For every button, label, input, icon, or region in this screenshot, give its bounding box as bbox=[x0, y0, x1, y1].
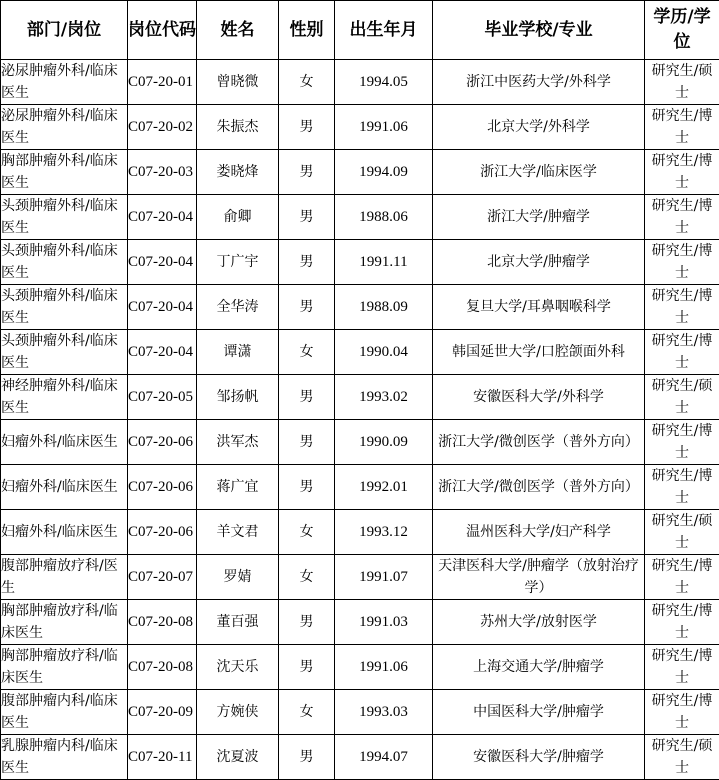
name-cell: 方婉侠 bbox=[197, 690, 279, 735]
birth-cell: 1991.03 bbox=[335, 600, 433, 645]
header-birth: 出生年月 bbox=[335, 1, 433, 60]
birth-cell: 1990.09 bbox=[335, 420, 433, 465]
degree-cell: 研究生/博士 bbox=[645, 330, 719, 375]
gender-cell: 男 bbox=[279, 465, 335, 510]
gender-cell: 男 bbox=[279, 195, 335, 240]
code-cell: C07-20-06 bbox=[128, 465, 197, 510]
code-cell: C07-20-06 bbox=[128, 420, 197, 465]
table-row bbox=[1, 600, 719, 645]
code-cell: C07-20-04 bbox=[128, 330, 197, 375]
code-cell: C07-20-09 bbox=[128, 690, 197, 735]
header-dept: 部门/岗位 bbox=[1, 1, 128, 60]
table-row bbox=[1, 465, 719, 510]
birth-cell: 1991.11 bbox=[335, 240, 433, 285]
name-cell: 洪军杰 bbox=[197, 420, 279, 465]
header-school: 毕业学校/专业 bbox=[433, 1, 645, 60]
birth-cell: 1992.01 bbox=[335, 465, 433, 510]
gender-cell: 男 bbox=[279, 240, 335, 285]
gender-cell: 男 bbox=[279, 735, 335, 780]
gender-cell: 男 bbox=[279, 375, 335, 420]
school-cell: 中国医科大学/肿瘤学 bbox=[433, 690, 645, 735]
birth-cell: 1993.03 bbox=[335, 690, 433, 735]
header-degree: 学历/学位 bbox=[645, 1, 719, 60]
birth-cell: 1993.12 bbox=[335, 510, 433, 555]
name-cell: 曾晓微 bbox=[197, 60, 279, 105]
dept-cell: 腹部肿瘤内科/临床医生 bbox=[1, 690, 128, 735]
table-row bbox=[1, 195, 719, 240]
name-cell: 娄晓烽 bbox=[197, 150, 279, 195]
school-cell: 天津医科大学/肿瘤学（放射治疗学） bbox=[433, 555, 645, 600]
code-cell: C07-20-11 bbox=[128, 735, 197, 780]
name-cell: 朱振杰 bbox=[197, 105, 279, 150]
birth-cell: 1993.02 bbox=[335, 375, 433, 420]
degree-cell: 研究生/博士 bbox=[645, 465, 719, 510]
birth-cell: 1991.06 bbox=[335, 105, 433, 150]
gender-cell: 女 bbox=[279, 510, 335, 555]
header-row bbox=[1, 1, 719, 60]
table-row bbox=[1, 375, 719, 420]
dept-cell: 乳腺肿瘤内科/临床医生 bbox=[1, 735, 128, 780]
code-cell: C07-20-06 bbox=[128, 510, 197, 555]
table-row bbox=[1, 690, 719, 735]
name-cell: 丁广宇 bbox=[197, 240, 279, 285]
birth-cell: 1988.06 bbox=[335, 195, 433, 240]
degree-cell: 研究生/博士 bbox=[645, 690, 719, 735]
dept-cell: 头颈肿瘤外科/临床医生 bbox=[1, 195, 128, 240]
name-cell: 羊文君 bbox=[197, 510, 279, 555]
gender-cell: 男 bbox=[279, 105, 335, 150]
dept-cell: 神经肿瘤外科/临床医生 bbox=[1, 375, 128, 420]
gender-cell: 女 bbox=[279, 690, 335, 735]
name-cell: 邹扬帆 bbox=[197, 375, 279, 420]
degree-cell: 研究生/硕士 bbox=[645, 510, 719, 555]
table-row bbox=[1, 735, 719, 780]
name-cell: 全华涛 bbox=[197, 285, 279, 330]
gender-cell: 男 bbox=[279, 600, 335, 645]
birth-cell: 1994.09 bbox=[335, 150, 433, 195]
table-row bbox=[1, 240, 719, 285]
table-row bbox=[1, 645, 719, 690]
school-cell: 浙江大学/肿瘤学 bbox=[433, 195, 645, 240]
name-cell: 董百强 bbox=[197, 600, 279, 645]
dept-cell: 妇瘤外科/临床医生 bbox=[1, 510, 128, 555]
school-cell: 浙江大学/微创医学（普外方向） bbox=[433, 465, 645, 510]
table-row bbox=[1, 60, 719, 105]
code-cell: C07-20-04 bbox=[128, 285, 197, 330]
code-cell: C07-20-07 bbox=[128, 555, 197, 600]
gender-cell: 女 bbox=[279, 330, 335, 375]
school-cell: 浙江中医药大学/外科学 bbox=[433, 60, 645, 105]
degree-cell: 研究生/博士 bbox=[645, 195, 719, 240]
name-cell: 沈天乐 bbox=[197, 645, 279, 690]
school-cell: 温州医科大学/妇产科学 bbox=[433, 510, 645, 555]
header-code: 岗位代码 bbox=[128, 1, 197, 60]
degree-cell: 研究生/硕士 bbox=[645, 735, 719, 780]
birth-cell: 1991.07 bbox=[335, 555, 433, 600]
header-name: 姓名 bbox=[197, 1, 279, 60]
dept-cell: 头颈肿瘤外科/临床医生 bbox=[1, 240, 128, 285]
degree-cell: 研究生/博士 bbox=[645, 285, 719, 330]
degree-cell: 研究生/博士 bbox=[645, 420, 719, 465]
name-cell: 谭潇 bbox=[197, 330, 279, 375]
degree-cell: 研究生/博士 bbox=[645, 240, 719, 285]
name-cell: 罗婧 bbox=[197, 555, 279, 600]
dept-cell: 腹部肿瘤放疗科/医生 bbox=[1, 555, 128, 600]
degree-cell: 研究生/硕士 bbox=[645, 60, 719, 105]
birth-cell: 1988.09 bbox=[335, 285, 433, 330]
gender-cell: 男 bbox=[279, 645, 335, 690]
school-cell: 浙江大学/微创医学（普外方向） bbox=[433, 420, 645, 465]
gender-cell: 男 bbox=[279, 420, 335, 465]
code-cell: C07-20-04 bbox=[128, 195, 197, 240]
table-body bbox=[1, 60, 719, 780]
birth-cell: 1991.06 bbox=[335, 645, 433, 690]
code-cell: C07-20-03 bbox=[128, 150, 197, 195]
birth-cell: 1990.04 bbox=[335, 330, 433, 375]
birth-cell: 1994.07 bbox=[335, 735, 433, 780]
code-cell: C07-20-01 bbox=[128, 60, 197, 105]
school-cell: 上海交通大学/肿瘤学 bbox=[433, 645, 645, 690]
code-cell: C07-20-02 bbox=[128, 105, 197, 150]
code-cell: C07-20-08 bbox=[128, 600, 197, 645]
dept-cell: 头颈肿瘤外科/临床医生 bbox=[1, 285, 128, 330]
school-cell: 复旦大学/耳鼻咽喉科学 bbox=[433, 285, 645, 330]
school-cell: 苏州大学/放射医学 bbox=[433, 600, 645, 645]
name-cell: 俞卿 bbox=[197, 195, 279, 240]
table-row bbox=[1, 510, 719, 555]
name-cell: 沈夏波 bbox=[197, 735, 279, 780]
degree-cell: 研究生/博士 bbox=[645, 150, 719, 195]
school-cell: 安徽医科大学/肿瘤学 bbox=[433, 735, 645, 780]
school-cell: 安徽医科大学/外科学 bbox=[433, 375, 645, 420]
degree-cell: 研究生/博士 bbox=[645, 555, 719, 600]
dept-cell: 头颈肿瘤外科/临床医生 bbox=[1, 330, 128, 375]
dept-cell: 泌尿肿瘤外科/临床医生 bbox=[1, 60, 128, 105]
gender-cell: 女 bbox=[279, 555, 335, 600]
table-row bbox=[1, 330, 719, 375]
dept-cell: 妇瘤外科/临床医生 bbox=[1, 420, 128, 465]
degree-cell: 研究生/博士 bbox=[645, 105, 719, 150]
table-row bbox=[1, 150, 719, 195]
code-cell: C07-20-04 bbox=[128, 240, 197, 285]
code-cell: C07-20-08 bbox=[128, 645, 197, 690]
code-cell: C07-20-05 bbox=[128, 375, 197, 420]
gender-cell: 男 bbox=[279, 150, 335, 195]
school-cell: 浙江大学/临床医学 bbox=[433, 150, 645, 195]
dept-cell: 泌尿肿瘤外科/临床医生 bbox=[1, 105, 128, 150]
degree-cell: 研究生/博士 bbox=[645, 600, 719, 645]
dept-cell: 胸部肿瘤外科/临床医生 bbox=[1, 150, 128, 195]
birth-cell: 1994.05 bbox=[335, 60, 433, 105]
header-gender: 性别 bbox=[279, 1, 335, 60]
dept-cell: 胸部肿瘤放疗科/临床医生 bbox=[1, 600, 128, 645]
school-cell: 北京大学/肿瘤学 bbox=[433, 240, 645, 285]
gender-cell: 女 bbox=[279, 60, 335, 105]
table-row bbox=[1, 285, 719, 330]
degree-cell: 研究生/博士 bbox=[645, 645, 719, 690]
school-cell: 北京大学/外科学 bbox=[433, 105, 645, 150]
table-row bbox=[1, 555, 719, 600]
degree-cell: 研究生/硕士 bbox=[645, 375, 719, 420]
name-cell: 蒋广宜 bbox=[197, 465, 279, 510]
dept-cell: 胸部肿瘤放疗科/临床医生 bbox=[1, 645, 128, 690]
dept-cell: 妇瘤外科/临床医生 bbox=[1, 465, 128, 510]
gender-cell: 男 bbox=[279, 285, 335, 330]
school-cell: 韩国延世大学/口腔颌面外科 bbox=[433, 330, 645, 375]
table-row bbox=[1, 420, 719, 465]
table-row bbox=[1, 105, 719, 150]
